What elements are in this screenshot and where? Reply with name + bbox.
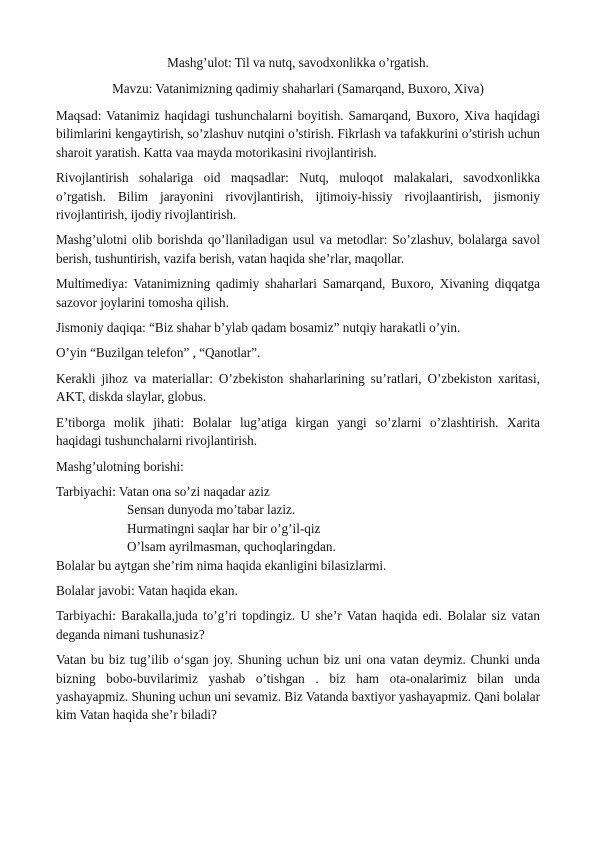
poem-line-2: Sensan dunyoda mo’tabar laziz. — [127, 502, 296, 518]
document-page — [56, 54, 540, 732]
development-goals-paragraph: Rivojlantirish sohalariga oid maqsadlar: Nutq, muloqot malakalari, savodxonlikka o’rgatish. Bilim jarayonini rivovjlantirish, ijtimoiy-hissiy rivojlaantirish, jismoniy rivojlantirish, ijodiy rivojlantirish. — [56, 170, 540, 223]
homeland-explanation: Vatan bu biz tug’ilib o‘sgan joy. Shuning uchun biz uni ona vatan deymiz. Chunki unda bizning bobo-buvilarimiz yashab o’tishgan . biz ham ota-onalarimiz bilan unda yashayapmiz. Shuning uchun uni sevamiz. Biz Vatanda baxtiyor yashayapmiz. Qani bolalar kim Vatan haqida she’r biladi? — [56, 652, 540, 723]
game-paragraph: O’yin “Buzilgan telefon” , “Qanotlar”. — [56, 345, 261, 361]
materials-paragraph: Kerakli jihoz va materiallar: O’zbekiston shaharlarining su’ratlari, O’zbekiston xaritasi, AKT, diskda slaylar, globus. — [56, 370, 540, 405]
poem-question: Bolalar bu aytgan she’rim nima haqida ekanligini bilasizlarmi. — [56, 557, 387, 573]
goal-paragraph: Maqsad: Vatanimiz haqidagi tushunchalarni boyitish. Samarqand, Buxoro, Xiva haqidagi bilimlarini kengaytirish, so’zlashuv nutqini o’stirish. Fikrlash va tafakkurini o’stirish uchun sharoit yaratish. Katta vaa mayda motorikasini rivojlantirish. — [56, 108, 540, 160]
attention-paragraph: E’tiborga molik jihati: Bolalar lug’atiga kirgan yangi so’zlarni o’zlashtirish. Xarita haqidagi tushunchalarni rivojlantirish. — [56, 414, 540, 449]
children-answer: Bolalar javobi: Vatan haqida ekan. — [56, 582, 238, 598]
physical-minute-paragraph: Jismoniy daqiqa: “Biz shahar b’ylab qadam bosamiz” nutqiy harakatli o’yin. — [56, 320, 461, 336]
teacher-reply: Tarbiyachi: Barakalla,juda to’g’ri topdingiz. U she’r Vatan haqida edi. Bolalar siz vatan deganda nimani tushunasiz? — [56, 608, 540, 642]
lesson-title: Mashg’ulot: Til va nutq, savodxonlikka o’rgatish. — [167, 55, 429, 70]
methods-paragraph: Mashg’ulotni olib borishda qo’llaniladigan usul va metodlar: So’zlashuv, bolalarga savol berish, tushuntirish, vazifa berish, vatan haqida she’rlar, maqollar. — [56, 232, 540, 266]
lesson-topic: Mavzu: Vatanimizning qadimiy shaharlari (Samarqand, Buxoro, Xiva) — [112, 81, 484, 96]
lesson-progress-heading: Mashg’ulotning borishi: — [56, 458, 184, 474]
multimedia-paragraph: Multimediya: Vatanimizning qadimiy shaharlari Samarqand, Buxoro, Xivaning diqqatga sazovor joylarini tomosha qilish. — [56, 276, 540, 310]
poem-line-3: Hurmatingni saqlar har bir o’g’il-qiz — [127, 520, 321, 536]
poem-line-1: Tarbiyachi: Vatan ona so’zi naqadar aziz — [56, 483, 270, 499]
poem-block — [56, 483, 540, 557]
poem-line-4: O’lsam ayrilmasman, quchoqlaringdan. — [127, 539, 336, 555]
